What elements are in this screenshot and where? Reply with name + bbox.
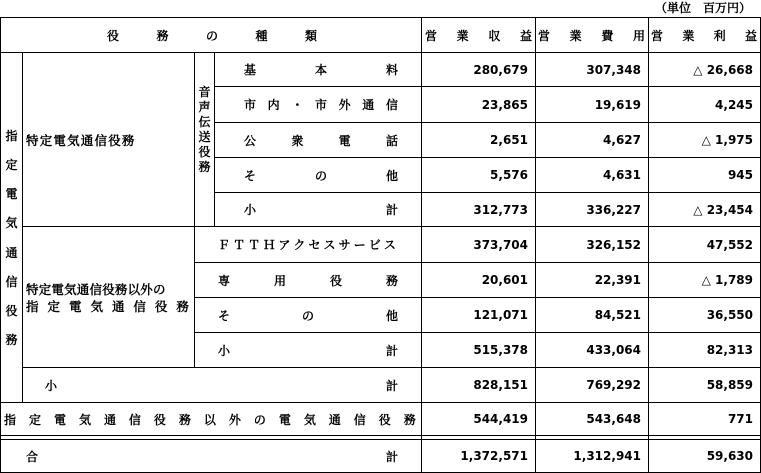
row-group2-subtotal-revenue: 515,378: [473, 343, 528, 357]
row-group2-subtotal-expense: 433,064: [586, 343, 641, 357]
row-public-phone-name: 公 衆 電 話: [244, 133, 398, 148]
row-voice-other-expense: 4,631: [603, 168, 641, 182]
row-local-long-distance-expense: 19,619: [594, 97, 641, 112]
row-designated-subtotal-profit: 58,859: [706, 378, 753, 392]
row-group2-other-revenue: 121,071: [473, 308, 528, 322]
row-ftth-expense: 326,152: [586, 237, 641, 252]
row-basic-fee-name: 基 本 料: [244, 63, 398, 77]
row-local-long-distance-profit: 4,245: [715, 97, 753, 112]
row-public-phone-profit: △ 1,975: [701, 133, 753, 147]
row-leased-line-revenue: 20,601: [481, 273, 528, 287]
voice-service-label: 音 声 伝 送 役 務: [198, 84, 211, 174]
row-voice-other-profit: 945: [727, 168, 753, 182]
row-local-long-distance-name: 市 内 ・ 市 外 通 信: [244, 98, 398, 112]
row-group1-subtotal-expense: 336,227: [586, 202, 641, 217]
row-total-name: 合 計: [26, 449, 398, 464]
designated-service-label: 指 定 電 気 通 信 役 務: [5, 129, 18, 347]
row-local-long-distance-revenue: 23,865: [481, 97, 528, 112]
header-expense: 営 業 費 用: [538, 28, 645, 43]
row-group1-subtotal-revenue: 312,773: [473, 202, 528, 217]
row-group2-other-name: そ の 他: [218, 308, 398, 323]
row-public-phone-expense: 4,627: [603, 133, 641, 147]
row-basic-fee-expense: 307,348: [586, 62, 641, 77]
header-category: 役 務 の 種 類: [107, 28, 317, 43]
row-group2-subtotal-profit: 82,313: [706, 343, 753, 357]
row-designated-subtotal-revenue: 828,151: [473, 378, 528, 392]
unit-label: （単位 百万円）: [654, 1, 751, 15]
group1-label: 特定電気通信役務: [26, 132, 136, 148]
row-ftth-revenue: 373,704: [473, 237, 528, 252]
row-basic-fee-revenue: 280,679: [473, 62, 528, 77]
row-leased-line-profit: △ 1,789: [701, 273, 753, 287]
row-ftth-name: Ｆ Ｔ Ｔ Ｈ ア ク セ ス サ ー ビ ス: [218, 238, 396, 252]
row-group1-subtotal-name: 小 計: [244, 203, 398, 217]
row-total-profit: 59,630: [706, 449, 753, 463]
row-other-telecom-expense: 543,648: [586, 412, 641, 426]
row-group1-subtotal-profit: △ 23,454: [693, 202, 753, 217]
group2-label-line1: 特定電気通信役務以外の: [26, 282, 166, 297]
row-group2-other-expense: 84,521: [594, 308, 641, 322]
row-voice-other-revenue: 5,576: [490, 168, 528, 182]
row-ftth-profit: 47,552: [706, 237, 753, 252]
row-voice-other-name: そ の 他: [244, 168, 398, 183]
row-designated-subtotal-expense: 769,292: [586, 378, 641, 392]
row-other-telecom-name: 指 定 電 気 通 信 役 務 以 外 の 電 気 通 信 役 務: [4, 412, 416, 427]
row-leased-line-name: 専 用 役 務: [218, 273, 398, 288]
group2-label-line2: 指 定 電 気 通 信 役 務: [26, 299, 189, 314]
revenue-table: [0, 17, 761, 473]
row-total-revenue: 1,372,571: [460, 449, 528, 463]
row-total-expense: 1,312,941: [573, 449, 641, 463]
row-leased-line-expense: 22,391: [594, 273, 641, 287]
row-basic-fee-profit: △ 26,668: [693, 62, 753, 77]
row-public-phone-revenue: 2,651: [490, 133, 528, 147]
header-profit: 営 業 利 益: [651, 28, 757, 43]
header-revenue: 営 業 収 益: [425, 28, 532, 43]
row-group2-other-profit: 36,550: [706, 308, 753, 322]
row-other-telecom-profit: 771: [727, 412, 753, 426]
row-designated-subtotal-name: 小 計: [45, 378, 398, 393]
row-other-telecom-revenue: 544,419: [473, 412, 528, 426]
row-group2-subtotal-name: 小 計: [218, 343, 398, 358]
